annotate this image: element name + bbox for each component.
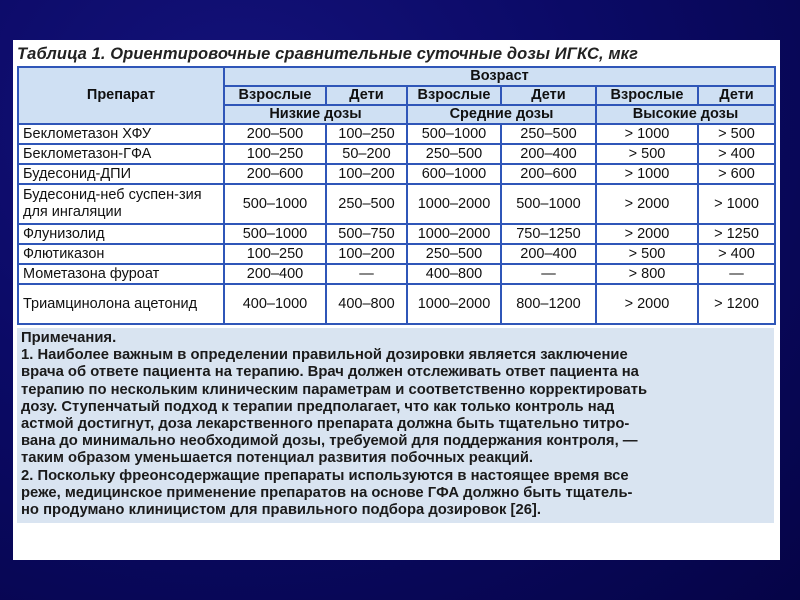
drug-name: Флунизолид [18,224,224,244]
dose-cell: 100–250 [224,244,326,264]
dose-cell: > 800 [596,264,698,284]
dose-cell: 200–600 [501,164,596,184]
notes-line: но продумано клиницистом для правильного подбора дозировок [26]. [21,502,541,519]
dose-cell: 1000–2000 [407,224,501,244]
document-page [13,40,780,560]
header-age-group: Взрослые [224,86,326,105]
table-row [18,224,775,244]
dose-cell: 500–1000 [407,124,501,144]
dose-cell: 250–500 [326,184,407,224]
dose-cell: 100–250 [326,124,407,144]
dose-cell: 250–500 [407,244,501,264]
dose-cell: — [501,264,596,284]
dose-cell: 400–800 [407,264,501,284]
header-age-group: Дети [501,86,596,105]
notes-line: таким образом уменьшается потенциал развития побочных реакций. [21,450,534,467]
table-row [18,184,775,224]
dose-cell: 600–1000 [407,164,501,184]
dose-cell: 100–250 [224,144,326,164]
header-age: Возраст [224,67,775,86]
notes-line: вана до минимально необходимой дозы, требуемой для поддержания контроля, — [21,433,638,450]
header-age-group: Взрослые [407,86,501,105]
dose-cell: 100–200 [326,164,407,184]
notes-line: 1. Наиболее важным в определении правильной дозировки является заключение [21,347,628,364]
header-low-dose: Низкие дозы [224,105,407,124]
notes-line: астмой достигнут, доза лекарственного препарата должна быть тщательно титро- [21,416,630,433]
table-row [18,164,775,184]
dose-cell: — [698,264,775,284]
notes-line: терапию по нескольким клиническим параметрам и соответственно корректировать [21,381,648,398]
drug-name: Беклометазон-ГФА [18,144,224,164]
header-age-group: Взрослые [596,86,698,105]
drug-name: Мометазона фуроат [18,264,224,284]
dose-cell: 200–500 [224,124,326,144]
dose-cell: — [326,264,407,284]
notes-line: дозу. Ступенчатый подход к терапии предполагает, что как только контроль над [21,398,615,415]
table-caption: Таблица 1. Ориентировочные сравнительные суточные дозы ИГКС, мкг [17,45,639,63]
dose-cell: > 1000 [596,164,698,184]
drug-name: Будесонид-неб суспен-зия для ингаляции [18,184,224,224]
drug-name: Беклометазон ХФУ [18,124,224,144]
dose-cell: > 500 [698,124,775,144]
header-age-group: Дети [698,86,775,105]
dose-cell: 400–800 [326,284,407,324]
dose-cell: > 600 [698,164,775,184]
table-row [18,244,775,264]
table-row [18,124,775,144]
notes-line: врача об ответе пациента на терапию. Врач должен отслеживать ответ пациента на [21,364,639,381]
drug-name: Флютиказон [18,244,224,264]
dose-cell: 800–1200 [501,284,596,324]
drug-name: Триамцинолона ацетонид [18,284,224,324]
dose-cell: > 2000 [596,284,698,324]
dose-cell: 400–1000 [224,284,326,324]
notes-line: 2. Поскольку фреонсодержащие препараты используются в настоящее время все [21,467,629,484]
dose-cell: 200–400 [224,264,326,284]
dose-cell: > 2000 [596,224,698,244]
table-row [18,284,775,324]
table-row [18,264,775,284]
notes-line: реже, медицинское применение препаратов на основе ГФА должно быть тщатель- [21,484,633,501]
dose-cell: 500–1000 [224,224,326,244]
dose-cell: 500–1000 [501,184,596,224]
dose-cell: 100–200 [326,244,407,264]
dose-cell: 250–500 [501,124,596,144]
dose-table [17,66,776,325]
table-row [18,144,775,164]
notes-section [17,328,774,523]
dose-cell: 200–600 [224,164,326,184]
dose-cell: 1000–2000 [407,284,501,324]
header-age-group: Дети [326,86,407,105]
header-medium-dose: Средние дозы [407,105,596,124]
dose-cell: > 1000 [596,124,698,144]
dose-cell: > 1250 [698,224,775,244]
dose-cell: > 2000 [596,184,698,224]
dose-cell: > 1000 [698,184,775,224]
dose-cell: 750–1250 [501,224,596,244]
dose-cell: 200–400 [501,244,596,264]
dose-cell: 500–750 [326,224,407,244]
dose-cell: > 500 [596,144,698,164]
dose-cell: 50–200 [326,144,407,164]
dose-cell: 250–500 [407,144,501,164]
header-drug: Препарат [18,67,224,124]
drug-name: Будесонид-ДПИ [18,164,224,184]
dose-cell: > 400 [698,244,775,264]
notes-line: Примечания. [21,330,117,346]
dose-cell: > 500 [596,244,698,264]
dose-cell: > 400 [698,144,775,164]
dose-cell: 500–1000 [224,184,326,224]
dose-cell: 1000–2000 [407,184,501,224]
dose-cell: 200–400 [501,144,596,164]
dose-cell: > 1200 [698,284,775,324]
header-high-dose: Высокие дозы [596,105,775,124]
